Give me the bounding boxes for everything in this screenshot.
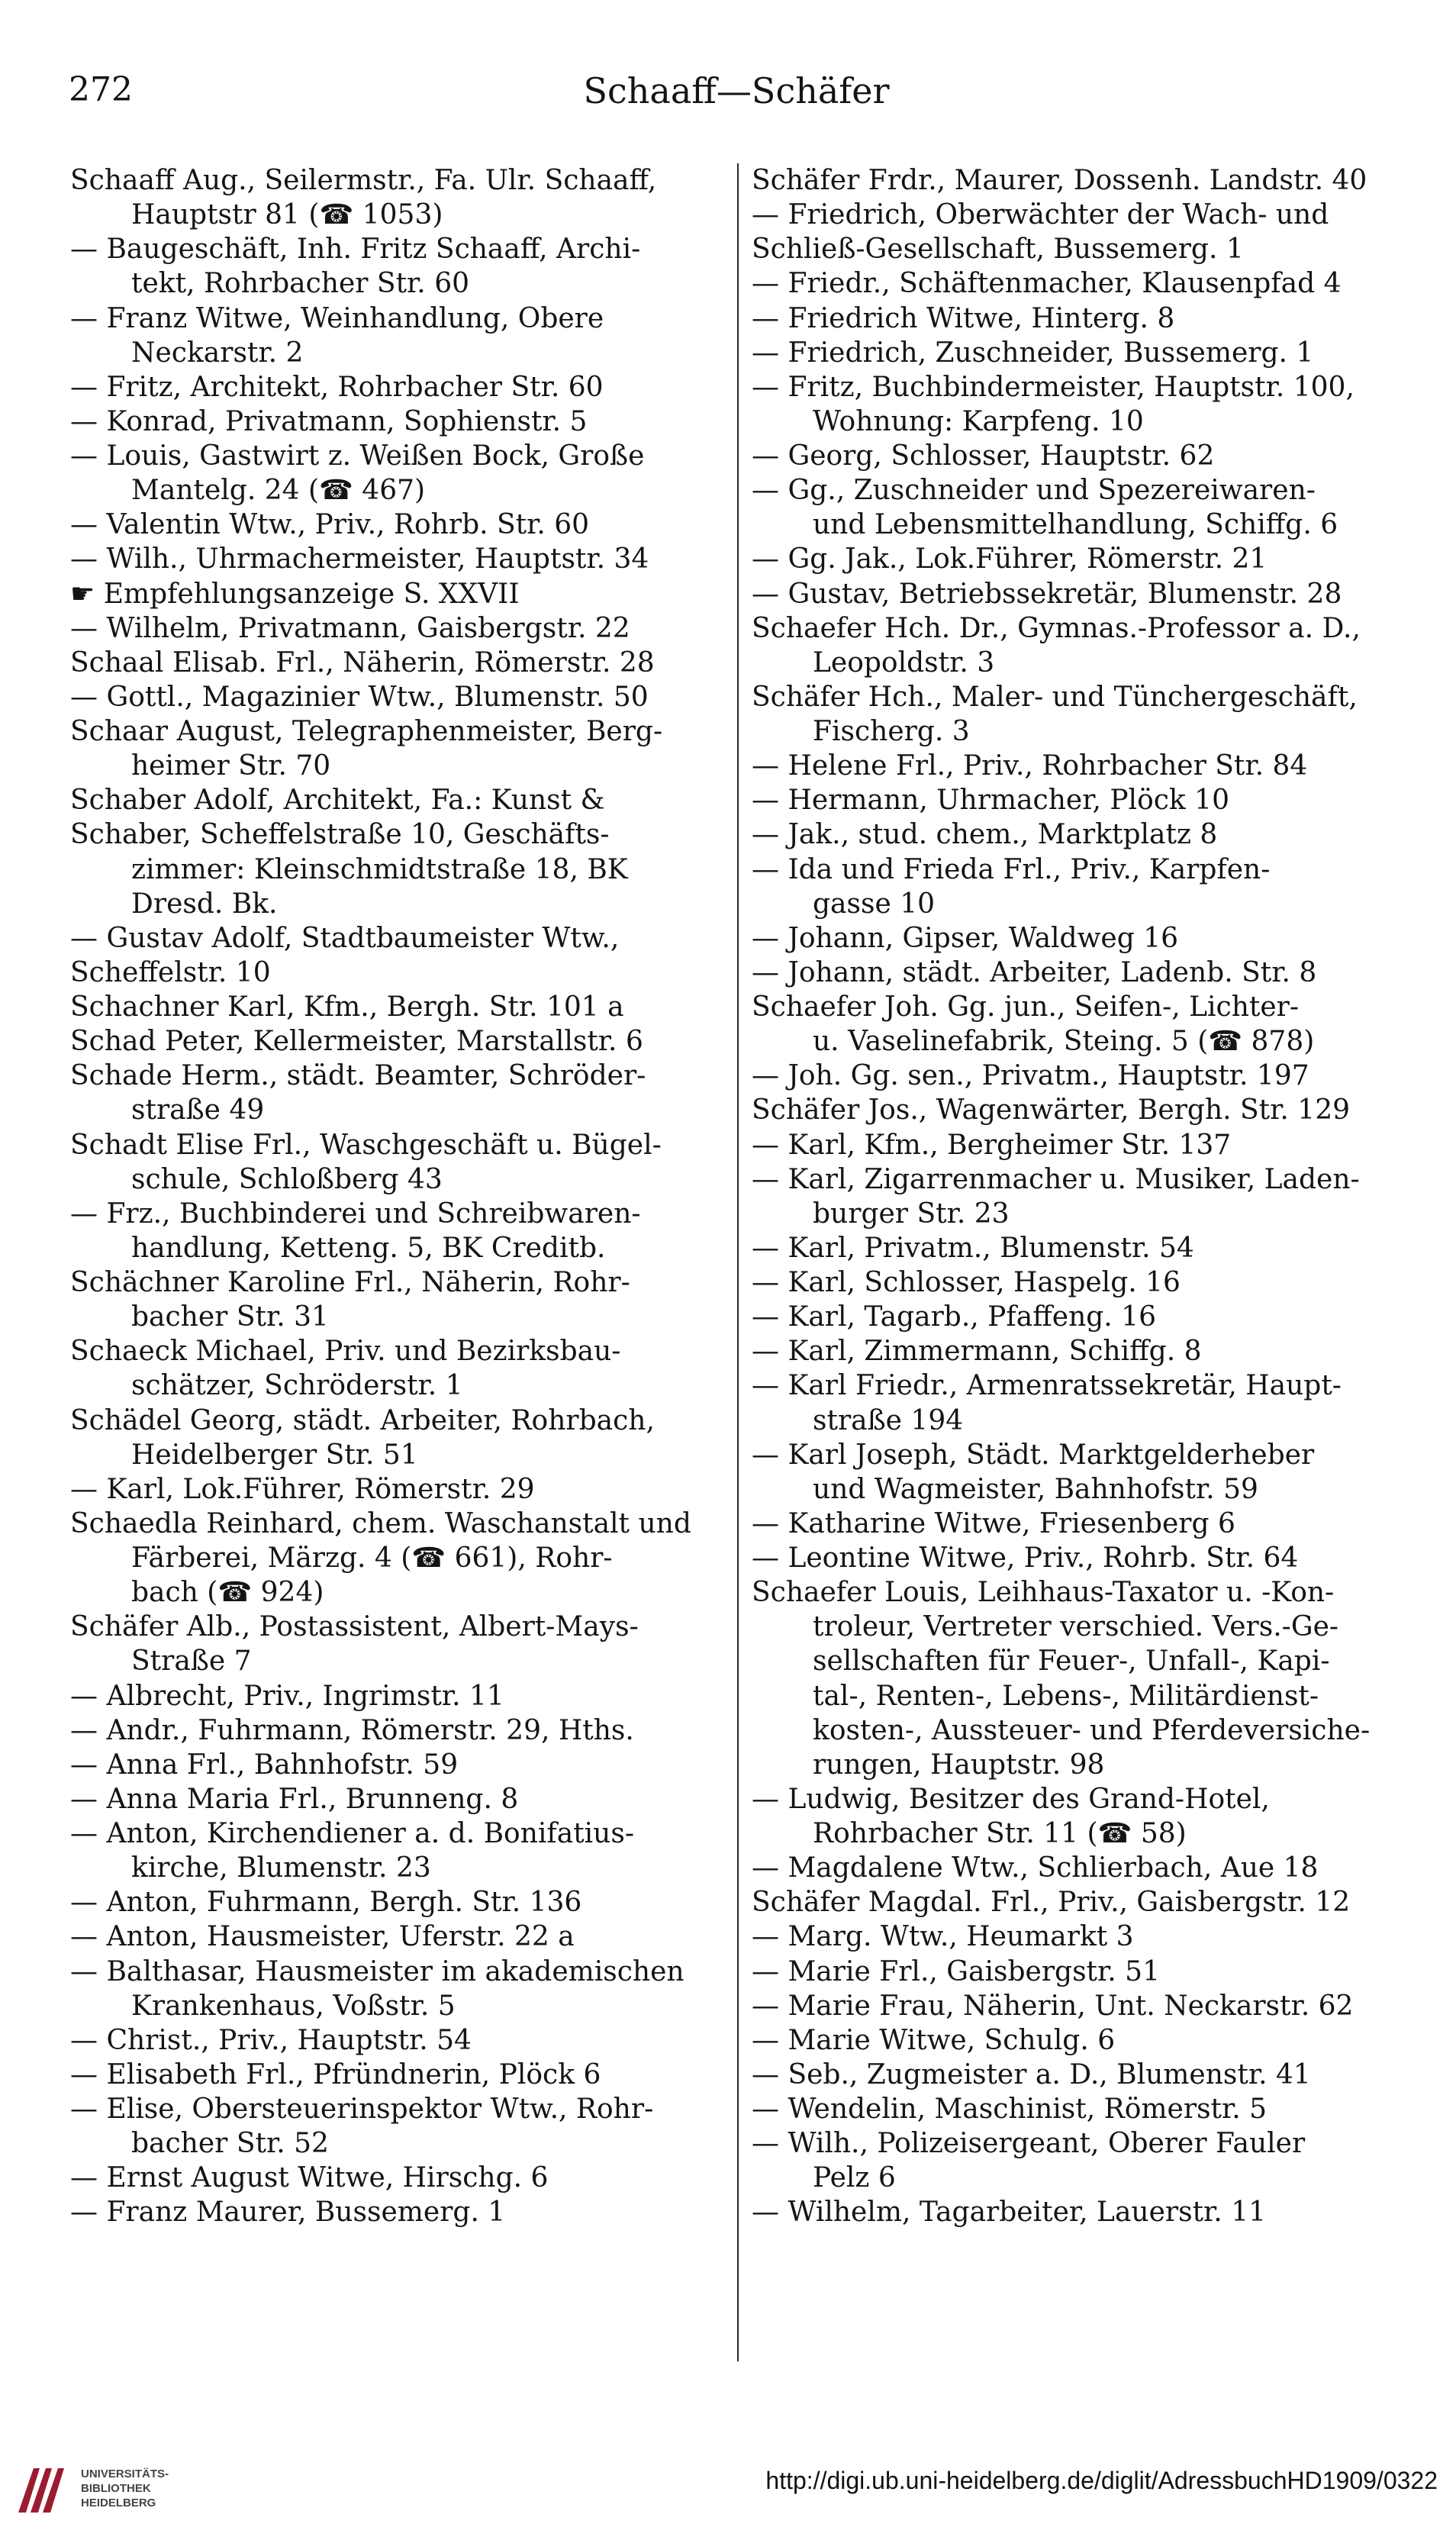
directory-entry: — Marie Witwe, Schulg. 6: [752, 2024, 1116, 2056]
directory-entry: — Gustav, Betriebssekretär, Blumenstr. 28: [752, 578, 1342, 610]
directory-entry: — Ernst August Witwe, Hirschg. 6: [70, 2162, 549, 2194]
directory-entry: — Fritz, Architekt, Rohrbacher Str. 60: [70, 371, 604, 403]
entry-continuation: handlung, Ketteng. 5, BK Creditb.: [131, 1232, 606, 1264]
left-column: [70, 163, 725, 2230]
directory-entry: — Ludwig, Besitzer des Grand-Hotel,: [752, 1783, 1270, 1815]
directory-entry: Schaedla Reinhard, chem. Waschanstalt und: [70, 1507, 691, 1539]
entry-continuation: und Wagmeister, Bahnhofstr. 59: [813, 1473, 1258, 1505]
entry-continuation: bach (☎ 924): [131, 1577, 324, 1609]
library-logo-icon: [17, 2464, 73, 2514]
library-logo: [17, 2458, 192, 2519]
directory-entry: — Marg. Wtw., Heumarkt 3: [752, 1921, 1134, 1953]
directory-entry: — Konrad, Privatmann, Sophienstr. 5: [70, 405, 588, 437]
directory-entry: — Friedrich Witwe, Hinterg. 8: [752, 302, 1175, 334]
directory-entry: Schäfer Magdal. Frl., Priv., Gaisbergstr. 12: [752, 1887, 1351, 1919]
directory-entry: — Gustav Adolf, Stadtbaumeister Wtw.,: [70, 922, 620, 954]
directory-entry: — Anna Maria Frl., Brunneng. 8: [70, 1783, 519, 1815]
directory-entry: Schade Herm., städt. Beamter, Schröder-: [70, 1060, 646, 1092]
entry-continuation: Straße 7: [131, 1646, 252, 1678]
directory-entry: Schachner Karl, Kfm., Bergh. Str. 101 a: [70, 991, 624, 1023]
directory-entry: — Johann, Gipser, Waldweg 16: [752, 922, 1179, 954]
directory-entry: — Gg., Zuschneider und Spezereiwaren-: [752, 475, 1316, 507]
directory-entry: — Marie Frau, Näherin, Unt. Neckarstr. 62: [752, 1990, 1354, 2022]
entry-continuation: Krankenhaus, Voßstr. 5: [131, 1990, 456, 2022]
entry-continuation: kirche, Blumenstr. 23: [131, 1852, 431, 1884]
directory-entry: — Wilh., Uhrmachermeister, Hauptstr. 34: [70, 543, 649, 575]
entry-continuation: zimmer: Kleinschmidtstraße 18, BK: [131, 853, 628, 885]
directory-entry: — Andr., Fuhrmann, Römerstr. 29, Hths.: [70, 1714, 634, 1746]
entry-continuation: tal-, Renten-, Lebens-, Militärdienst-: [813, 1680, 1319, 1712]
entry-continuation: straße 194: [813, 1404, 964, 1436]
directory-entry: Schließ-Gesellschaft, Bussemerg. 1: [752, 234, 1244, 266]
directory-entry: Schaber, Scheffelstraße 10, Geschäfts-: [70, 819, 610, 851]
entry-continuation: und Lebensmittelhandlung, Schiffg. 6: [813, 509, 1338, 541]
entry-continuation: troleur, Vertreter verschied. Vers.-Ge-: [813, 1611, 1339, 1643]
directory-entry: Schäfer Jos., Wagenwärter, Bergh. Str. 129: [752, 1094, 1351, 1127]
entry-continuation: gasse 10: [813, 888, 936, 920]
directory-entry: — Christ., Priv., Hauptstr. 54: [70, 2024, 472, 2056]
directory-entry: Schädel Georg, städt. Arbeiter, Rohrbach,: [70, 1404, 655, 1436]
directory-entry: — Ida und Frieda Frl., Priv., Karpfen-: [752, 853, 1271, 885]
directory-entry: Schäfer Hch., Maler- und Tünchergeschäft,: [752, 681, 1358, 713]
page-header: [69, 70, 1404, 124]
directory-entry: — Wilhelm, Privatmann, Gaisbergstr. 22: [70, 612, 630, 644]
directory-entry: — Louis, Gastwirt z. Weißen Bock, Große: [70, 440, 645, 472]
directory-entry: — Karl, Kfm., Bergheimer Str. 137: [752, 1129, 1232, 1161]
directory-entry: Schaar August, Telegraphenmeister, Berg-: [70, 716, 663, 747]
directory-entry: Schaefer Hch. Dr., Gymnas.-Professor a. D.,: [752, 612, 1361, 644]
directory-entry: — Baugeschäft, Inh. Fritz Schaaff, Archi-: [70, 234, 641, 266]
source-url[interactable]: http://digi.ub.uni-heidelberg.de/diglit/AdressbuchHD1909/0322: [765, 2467, 1438, 2494]
entry-continuation: bacher Str. 31: [131, 1301, 329, 1333]
entry-continuation: Fischerg. 3: [813, 716, 970, 747]
entry-continuation: Leopoldstr. 3: [813, 646, 995, 679]
entry-continuation: burger Str. 23: [813, 1197, 1010, 1230]
directory-entry: Scheffelstr. 10: [70, 956, 271, 988]
directory-entry: — Karl, Zimmermann, Schiffg. 8: [752, 1336, 1202, 1368]
entry-continuation: Pelz 6: [813, 2162, 896, 2194]
directory-entry: — Frz., Buchbinderei und Schreibwaren-: [70, 1197, 641, 1230]
directory-entry: Schaber Adolf, Architekt, Fa.: Kunst &: [70, 785, 605, 817]
page-title: Schaaff—Schäfer: [583, 70, 890, 111]
directory-entry: — Hermann, Uhrmacher, Plöck 10: [752, 785, 1229, 817]
directory-entry: — Balthasar, Hausmeister im akademischen: [70, 1955, 685, 1987]
directory-entry: — Elisabeth Frl., Pfründnerin, Plöck 6: [70, 2058, 601, 2090]
directory-entry: — Fritz, Buchbindermeister, Hauptstr. 100,: [752, 371, 1355, 403]
directory-entry: — Karl, Lok.Führer, Römerstr. 29: [70, 1473, 535, 1505]
entry-continuation: straße 49: [131, 1094, 265, 1127]
directory-entry: Schäfer Frdr., Maurer, Dossenh. Landstr. 40: [752, 165, 1367, 196]
right-column: [752, 163, 1409, 2230]
entry-continuation: Heidelberger Str. 51: [131, 1439, 418, 1471]
directory-entry: — Karl Joseph, Städt. Marktgelderheber: [752, 1439, 1315, 1471]
directory-entry: — Franz Maurer, Bussemerg. 1: [70, 2197, 506, 2229]
entry-continuation: heimer Str. 70: [131, 750, 331, 782]
entry-continuation: Mantelg. 24 (☎ 467): [131, 475, 426, 507]
directory-entry: Schächner Karoline Frl., Näherin, Rohr-: [70, 1267, 630, 1298]
directory-entry: Schaaff Aug., Seilermstr., Fa. Ulr. Schaaff,: [70, 165, 657, 196]
column-divider: [737, 163, 739, 2361]
entry-continuation: kosten-, Aussteuer- und Pferdeversiche-: [813, 1714, 1371, 1746]
entry-continuation: Hauptstr 81 (☎ 1053): [131, 199, 443, 231]
directory-entry: — Katharine Witwe, Friesenberg 6: [752, 1507, 1235, 1539]
directory-entry: — Georg, Schlosser, Hauptstr. 62: [752, 440, 1215, 472]
directory-entry: — Leontine Witwe, Priv., Rohrb. Str. 64: [752, 1542, 1299, 1574]
directory-entry: — Anna Frl., Bahnhofstr. 59: [70, 1749, 459, 1781]
directory-entry: — Karl, Zigarrenmacher u. Musiker, Laden-: [752, 1163, 1360, 1195]
page-number: 272: [69, 70, 133, 109]
entry-continuation: Wohnung: Karpfeng. 10: [813, 405, 1144, 437]
entry-continuation: rungen, Hauptstr. 98: [813, 1749, 1105, 1781]
directory-entry: — Wilhelm, Tagarbeiter, Lauerstr. 11: [752, 2197, 1266, 2229]
directory-entry: — Wilh., Polizeisergeant, Oberer Fauler: [752, 2128, 1306, 2160]
directory-entry: — Franz Witwe, Weinhandlung, Obere: [70, 302, 604, 334]
directory-entry: — Jak., stud. chem., Marktplatz 8: [752, 819, 1218, 851]
directory-entry: Schaeck Michael, Priv. und Bezirksbau-: [70, 1336, 621, 1368]
entry-continuation: Färberei, Märzg. 4 (☎ 661), Rohr-: [131, 1542, 613, 1574]
directory-entry: — Albrecht, Priv., Ingrimstr. 11: [70, 1680, 504, 1712]
directory-entry: — Marie Frl., Gaisbergstr. 51: [752, 1955, 1160, 1987]
directory-entry: Schäfer Alb., Postassistent, Albert-Mays-: [70, 1611, 639, 1643]
directory-entry: — Magdalene Wtw., Schlierbach, Aue 18: [752, 1852, 1319, 1884]
directory-entry: — Friedrich, Zuschneider, Bussemerg. 1: [752, 337, 1314, 369]
directory-entry: — Anton, Hausmeister, Uferstr. 22 a: [70, 1921, 575, 1953]
directory-entry: — Gg. Jak., Lok.Führer, Römerstr. 21: [752, 543, 1268, 575]
directory-entry: ☛ Empfehlungsanzeige S. XXVII: [70, 578, 520, 610]
entry-continuation: u. Vaselinefabrik, Steing. 5 (☎ 878): [813, 1026, 1315, 1058]
directory-entry: Schaefer Louis, Leihhaus-Taxator u. -Kon-: [752, 1577, 1335, 1609]
directory-entry: — Valentin Wtw., Priv., Rohrb. Str. 60: [70, 509, 590, 541]
entry-continuation: Rohrbacher Str. 11 (☎ 58): [813, 1818, 1187, 1849]
logo-line: BIBLIOTHEK: [81, 2482, 151, 2495]
directory-entry: — Friedrich, Oberwächter der Wach- und: [752, 199, 1329, 231]
directory-entry: — Karl Friedr., Armenratssekretär, Haupt-: [752, 1370, 1342, 1402]
directory-entry: — Helene Frl., Priv., Rohrbacher Str. 84: [752, 750, 1308, 782]
logo-line: UNIVERSITÄTS-: [81, 2467, 169, 2480]
directory-entry: — Anton, Kirchendiener a. d. Bonifatius-: [70, 1818, 635, 1849]
directory-entry: — Friedr., Schäftenmacher, Klausenpfad 4: [752, 268, 1342, 300]
directory-entry: — Karl, Schlosser, Haspelg. 16: [752, 1267, 1181, 1298]
entry-continuation: schule, Schloßberg 43: [131, 1163, 443, 1195]
directory-entry: — Karl, Tagarb., Pfaffeng. 16: [752, 1301, 1156, 1333]
entry-continuation: bacher Str. 52: [131, 2128, 329, 2160]
entry-continuation: Dresd. Bk.: [131, 888, 278, 920]
entry-continuation: tekt, Rohrbacher Str. 60: [131, 268, 470, 300]
directory-entry: Schadt Elise Frl., Waschgeschäft u. Bügel-: [70, 1129, 662, 1161]
directory-entry: — Gottl., Magazinier Wtw., Blumenstr. 50: [70, 681, 649, 713]
directory-entry: — Johann, städt. Arbeiter, Ladenb. Str. 8: [752, 956, 1317, 988]
directory-entry: — Joh. Gg. sen., Privatm., Hauptstr. 197: [752, 1060, 1309, 1092]
directory-entry: Schaal Elisab. Frl., Näherin, Römerstr. 28: [70, 646, 655, 679]
directory-entry: — Elise, Obersteuerinspektor Wtw., Rohr-: [70, 2094, 654, 2125]
directory-entry: Schad Peter, Kellermeister, Marstallstr. 6: [70, 1026, 643, 1058]
directory-entry: — Karl, Privatm., Blumenstr. 54: [752, 1232, 1194, 1264]
directory-entry: Schaefer Joh. Gg. jun., Seifen-, Lichter-: [752, 991, 1300, 1023]
entry-continuation: schätzer, Schröderstr. 1: [131, 1370, 463, 1402]
directory-entry: — Seb., Zugmeister a. D., Blumenstr. 41: [752, 2058, 1311, 2090]
directory-entry: — Wendelin, Maschinist, Römerstr. 5: [752, 2094, 1268, 2125]
entry-continuation: Neckarstr. 2: [131, 337, 304, 369]
directory-entry: — Anton, Fuhrmann, Bergh. Str. 136: [70, 1887, 582, 1919]
entry-continuation: sellschaften für Feuer-, Unfall-, Kapi-: [813, 1646, 1330, 1678]
logo-line: HEIDELBERG: [81, 2496, 156, 2509]
